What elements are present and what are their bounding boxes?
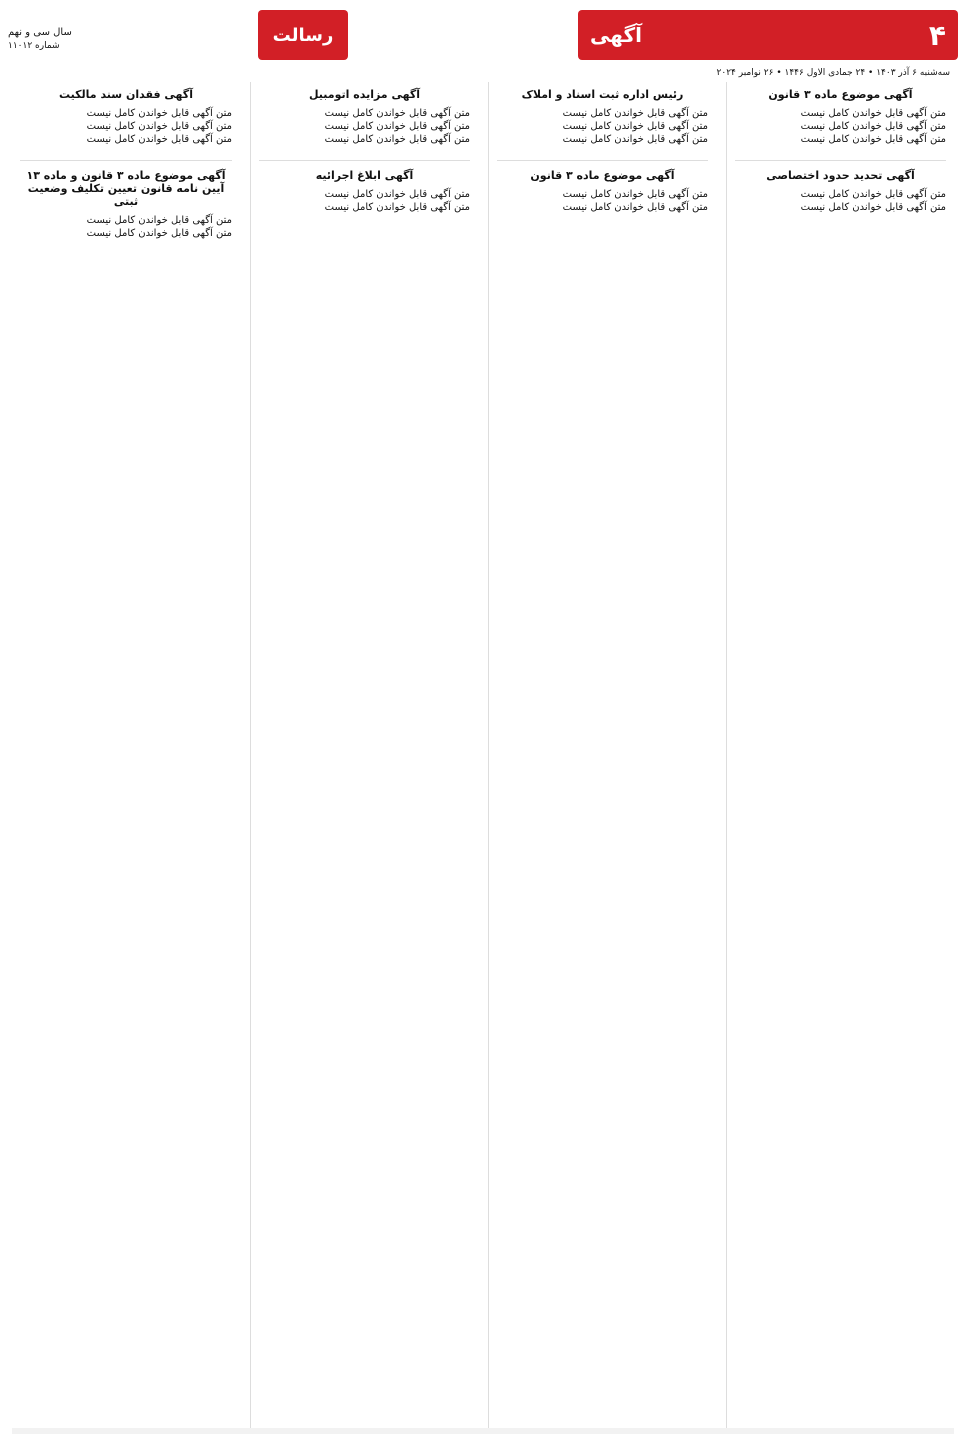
page-number: ۴ [928, 18, 946, 52]
ad-line: متن آگهی قابل خواندن کامل نیست [324, 189, 470, 200]
date-line: سه‌شنبه ۶ آذر ۱۴۰۳ • ۲۴ جمادی الاول ۱۴۴۶ • ۲۶ نوامبر ۲۰۲۴ [716, 68, 950, 78]
brand-logo [258, 10, 348, 60]
ad-title: آگهی ابلاغ اجرائیه [315, 169, 414, 182]
volume-label: سال سی و نهم [8, 26, 72, 38]
ad-title: آگهی فقدان سند مالکیت [59, 88, 193, 101]
ad-line: متن آگهی قابل خواندن کامل نیست [324, 134, 470, 145]
ad-block [259, 169, 470, 214]
ad-block [497, 88, 708, 146]
divider [735, 160, 946, 161]
ad-body [20, 214, 232, 240]
ad-body [735, 188, 946, 214]
ad-block [735, 88, 946, 146]
ad-line: متن آگهی قابل خواندن کامل نیست [562, 108, 708, 119]
ad-line: متن آگهی قابل خواندن کامل نیست [800, 189, 946, 200]
ads-grid [12, 82, 954, 1428]
ad-body [735, 107, 946, 146]
column-2 [250, 82, 478, 1428]
divider [497, 160, 708, 161]
brand-text: رسالت [272, 24, 334, 46]
column-1 [12, 82, 240, 1428]
ad-line: متن آگهی قابل خواندن کامل نیست [562, 189, 708, 200]
ad-line: متن آگهی قابل خواندن کامل نیست [86, 108, 232, 119]
ad-title: آگهی تحدید حدود اختصاصی [766, 169, 915, 182]
ad-block [497, 169, 708, 214]
ad-line: متن آگهی قابل خواندن کامل نیست [562, 134, 708, 145]
ad-line: متن آگهی قابل خواندن کامل نیست [324, 202, 470, 213]
ad-line: متن آگهی قابل خواندن کامل نیست [800, 121, 946, 132]
divider [259, 160, 470, 161]
ad-body [259, 107, 470, 146]
section-title: آگهی [590, 23, 642, 47]
ad-title: آگهی موضوع ماده ۳ قانون و ماده ۱۳ آیین نامه قانون تعیین تکلیف وضعیت ثبتی [26, 169, 226, 208]
ad-line: متن آگهی قابل خواندن کامل نیست [86, 215, 232, 226]
ad-line: متن آگهی قابل خواندن کامل نیست [562, 202, 708, 213]
ad-line: متن آگهی قابل خواندن کامل نیست [86, 134, 232, 145]
ad-block [259, 88, 470, 146]
ad-body [497, 188, 708, 214]
masthead [8, 10, 958, 78]
ad-line: متن آگهی قابل خواندن کامل نیست [800, 134, 946, 145]
ad-line: متن آگهی قابل خواندن کامل نیست [562, 121, 708, 132]
masthead-left [8, 15, 128, 63]
column-4 [726, 82, 954, 1428]
ad-line: متن آگهی قابل خواندن کامل نیست [86, 121, 232, 132]
divider [20, 160, 232, 161]
ad-body [20, 107, 232, 146]
section-header [578, 10, 958, 78]
column-3 [488, 82, 716, 1428]
ad-line: متن آگهی قابل خواندن کامل نیست [324, 108, 470, 119]
ad-title: آگهی موضوع ماده ۳ قانون [530, 169, 675, 182]
ad-block [20, 88, 232, 146]
issue-label: شماره ۱۱۰۱۲ [8, 40, 60, 51]
ad-title: رئیس اداره ثبت اسناد و املاک [521, 88, 684, 101]
ad-line: متن آگهی قابل خواندن کامل نیست [324, 121, 470, 132]
footer-bar [12, 1428, 954, 1434]
ad-line: متن آگهی قابل خواندن کامل نیست [800, 108, 946, 119]
ad-line: متن آگهی قابل خواندن کامل نیست [800, 202, 946, 213]
ad-title: آگهی مزایده اتومبیل [308, 88, 421, 101]
ad-body [497, 107, 708, 146]
ad-block [735, 169, 946, 214]
ad-block [20, 169, 232, 240]
ad-body [259, 188, 470, 214]
ad-line: متن آگهی قابل خواندن کامل نیست [86, 228, 232, 239]
ad-title: آگهی موضوع ماده ۳ قانون [768, 88, 913, 101]
